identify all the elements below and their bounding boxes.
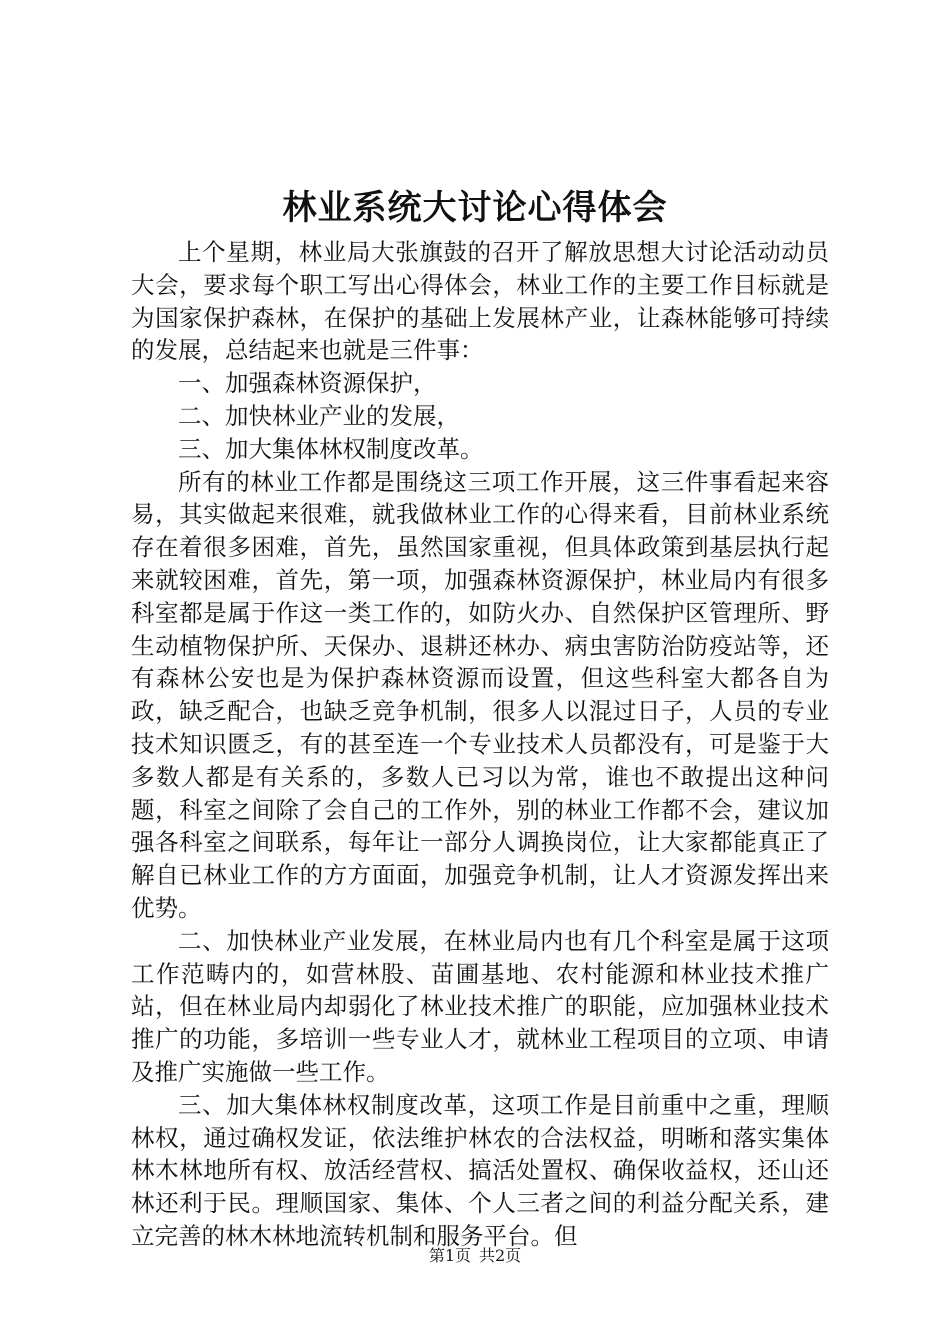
paragraph-tenure-reform: 三、加大集体林权制度改革，这项工作是目前重中之重，理顺林权，通过确权发证，依法维护林农的合法权益，明晰和落实集体林木林地所有权、放活经营权、搞活处置权、确保收益权，还山还林还利于民。理顺国家、集体、个人三者之间的利益分配关系，建立完善的林木林地流转机制和服务平台。但 xyxy=(131,1090,829,1250)
document-title: 林业系统大讨论心得体会 xyxy=(282,188,668,228)
paragraph-intro: 上个星期，林业局大张旗鼓的召开了解放思想大讨论活动动员大会，要求每个职工写出心得体会，林业工作的主要工作目标就是为国家保护森林，在保护的基础上发展林产业，让森林能够可持续的发展，总结起来也就是三件事： xyxy=(131,238,829,365)
paragraph-industry-development: 二、加快林业产业发展，在林业局内也有几个科室是属于这项工作范畴内的，如营林股、苗圃基地、农村能源和林业技术推广站，但在林业局内却弱化了林业技术推广的职能，应加强林业技术推广的功能，多培训一些专业人才，就林业工程项目的立项、申请及推广实施做一些工作。 xyxy=(131,926,829,1086)
page-total: 共2页 xyxy=(479,1246,522,1265)
page-footer xyxy=(0,1244,950,1268)
paragraph-item-1: 一、加强森林资源保护， xyxy=(178,369,437,398)
page-number: 第1页 xyxy=(428,1246,471,1265)
paragraph-forest-protection: 所有的林业工作都是围绕这三项工作开展，这三件事看起来容易，其实做起来很难，就我做林业工作的心得来看，目前林业系统存在着很多困难，首先，虽然国家重视，但具体政策到基层执行起来就较困难，首先，第一项，加强森林资源保护，林业局内有很多科室都是属于作这一类工作的，如防火办、自然保护区管理所、野生动植物保护所、天保办、退耕还林办、病虫害防治防疫站等，还有森林公安也是为保护森林资源而设置，但这些科室大都各自为政，缺乏配合，也缺乏竞争机制，很多人以混过日子，人员的专业技术知识匮乏，有的甚至连一个专业技术人员都没有，可是鉴于大多数人都是有关系的，多数人已习以为常，谁也不敢提出这种问题，科室之间除了会自己的工作外，别的林业工作都不会，建议加强各科室之间联系，每年让一部分人调换岗位，让大家都能真正了解自已林业工作的方方面面，加强竞争机制，让人才资源发挥出来优势。 xyxy=(131,467,829,922)
paragraph-item-2: 二、加快林业产业的发展， xyxy=(178,401,460,430)
paragraph-item-3: 三、加大集体林权制度改革。 xyxy=(178,434,484,463)
document-body xyxy=(131,236,829,1253)
